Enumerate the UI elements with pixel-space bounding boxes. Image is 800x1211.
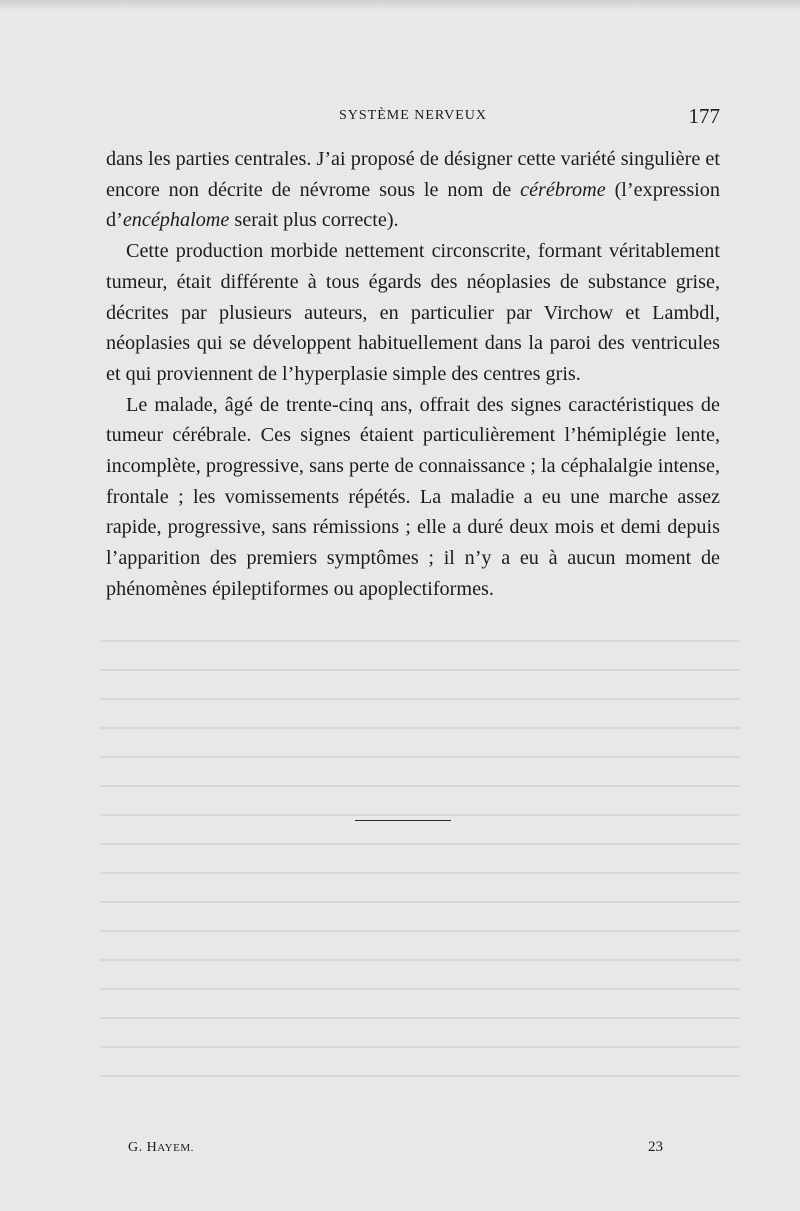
text-run: dans les parties centrales. J’ai proposé de désigner cette variété singulière et encore non décrite de névrome sous le nom de (106, 148, 720, 201)
page-number: 177 (688, 104, 720, 128)
running-title: SYSTÈME NERVEUX (338, 108, 488, 123)
body-text (106, 144, 720, 605)
text-run: Cette production morbide nettement circonscrite, formant véritablement tumeur, était différente à tous égards des néoplasies de substance grise, décrites par plusieurs auteurs, en particulier par Virchow et Lambdl, néoplasies qui se développent habituellement dans la paroi des ventricules et qui proviennent de l’hyperplasie simple des centres gris. (106, 240, 720, 385)
paragraph (106, 390, 720, 605)
paragraph (106, 236, 720, 390)
signature-mark (128, 1140, 194, 1156)
italic-term: encéphalome (122, 209, 230, 232)
show-through-from-reverse-page (100, 640, 740, 1140)
text-run: serait plus correcte). (229, 209, 399, 232)
text-run: Le malade, âgé de trente-cinq ans, offrait des signes caractéristiques de tumeur cérébrale. Ces signes étaient particulièrement l’hémiplégie lente, incomplète, progressive, sans perte de connaissance ; la céphalalgie intense, frontale ; les vomissements répétés. La maladie a eu une marche assez rapide, progressive, sans rémissions ; elle a duré deux mois et demi depuis l’apparition des premiers symptômes ; il n’y a eu à aucun moment de phénomènes épileptiformes ou apoplectiformes. (106, 393, 720, 600)
page-header (106, 104, 720, 134)
paragraph (106, 144, 720, 236)
page-footer (106, 1136, 720, 1160)
text-run: (l’expression d’ (106, 178, 720, 232)
signature-initial: G. H (128, 1140, 158, 1155)
italic-term: cérébrome (520, 178, 606, 201)
gathering-number: 23 (648, 1139, 663, 1155)
signature-rest: AYEM. (157, 1142, 194, 1154)
page-top-shadow (0, 0, 800, 10)
